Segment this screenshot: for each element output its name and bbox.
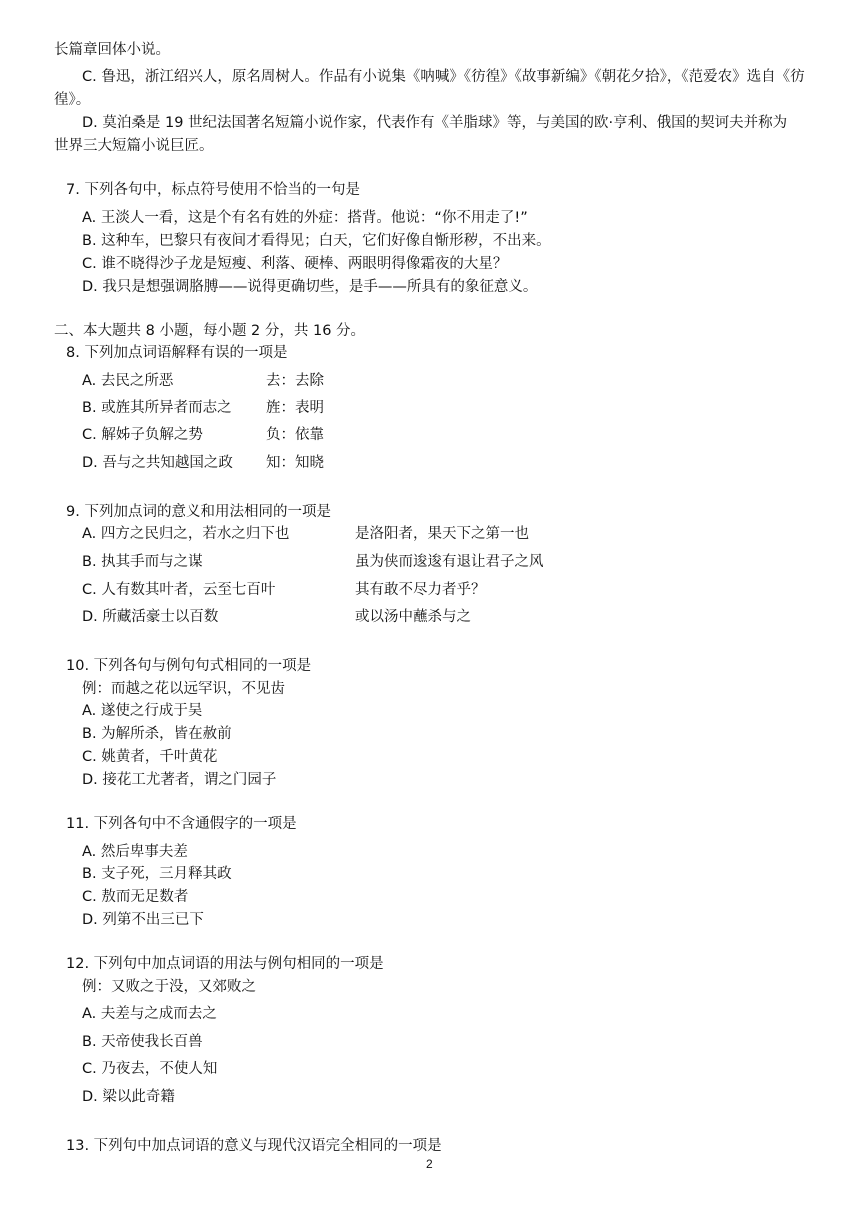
q7-stem: 7. 下列各句中，标点符号使用不恰当的一句是: [66, 182, 360, 198]
q7-option-d: D. 我只是想强调胳膊——说得更确切些，是手——所具有的象征意义。: [82, 279, 538, 295]
q11-option-c: C. 敖而无足数者: [82, 889, 189, 905]
q8-option-c-explanation: 负：依靠: [266, 427, 324, 443]
q11-stem: 11. 下列各句中不含通假字的一项是: [66, 816, 297, 832]
q9-option-d-right: 或以汤中蘸杀与之: [355, 609, 471, 625]
q6-option-c-line2: 徨》。: [54, 92, 91, 108]
q6-option-c-line1: C. 鲁迅，浙江绍兴人，原名周树人。作品有小说集《呐喊》《彷徨》《故事新编》《朝花夕拾》，《范爱农》选自《彷: [82, 69, 805, 85]
q9-option-b-left: B. 执其手而与之谋: [82, 554, 203, 570]
q10-stem: 10. 下列各句与例句句式相同的一项是: [66, 658, 312, 674]
q8-option-d-explanation: 知：知晓: [266, 455, 324, 471]
q9-option-c-right: 其有敢不尽力者乎？: [355, 582, 486, 598]
q13-stem: 13. 下列句中加点词语的意义与现代汉语完全相同的一项是: [66, 1138, 442, 1154]
q9-option-c-left: C. 人有数其叶者，云至七百叶: [82, 582, 276, 598]
q6-option-d-line1: D. 莫泊桑是 19 世纪法国著名短篇小说作家，代表作有《羊脂球》等，与美国的欧·亨利、俄国的契诃夫并称为: [82, 115, 788, 131]
q12-option-d: D. 梁以此奇籍: [82, 1089, 175, 1105]
q7-option-a: A. 王淡人一看，这是个有名有姓的外症：搭背。他说：“你不用走了!”: [82, 210, 528, 226]
q11-option-b: B. 支子死，三月释其政: [82, 866, 232, 882]
q8-option-d: D. 吾与之共知越国之政: [82, 455, 233, 471]
q8-option-a: A. 去民之所恶: [82, 373, 174, 389]
q12-stem: 12. 下列句中加点词语的用法与例句相同的一项是: [66, 956, 384, 972]
q10-example: 例：而越之花以远罕识，不见齿: [82, 681, 285, 697]
q10-option-a: A. 遂使之行成于吴: [82, 703, 203, 719]
q7-option-c: C. 谁不晓得沙子龙是短瘦、利落、硬棒、两眼明得像霜夜的大星？: [82, 256, 508, 272]
q9-option-b-right: 虽为侠而逡逡有退让君子之风: [355, 554, 544, 570]
q8-option-c: C. 解姊子负解之势: [82, 427, 203, 443]
q12-option-a: A. 夫差与之成而去之: [82, 1006, 217, 1022]
q10-option-c: C. 姚黄者，千叶黄花: [82, 749, 218, 765]
q7-option-b: B. 这种车，巴黎只有夜间才看得见；白天，它们好像自惭形秽，不出来。: [82, 233, 551, 249]
q10-option-d: D. 接花工尤著者，谓之门园子: [82, 772, 277, 788]
section-2-header: 二、本大题共 8 小题，每小题 2 分，共 16 分。: [54, 323, 366, 339]
q12-option-c: C. 乃夜去，不使人知: [82, 1061, 218, 1077]
q8-stem: 8. 下列加点词语解释有误的一项是: [66, 345, 288, 361]
q6-tail: 长篇章回体小说。: [54, 42, 170, 58]
q6-option-d-line2: 世界三大短篇小说巨匠。: [54, 138, 214, 154]
q8-option-b: B. 或旌其所异者而志之: [82, 400, 232, 416]
q8-option-b-explanation: 旌：表明: [266, 400, 324, 416]
q11-option-d: D. 列第不出三已下: [82, 912, 204, 928]
page-number: 2: [426, 1157, 433, 1171]
q9-option-a-right: 是洛阳者，果天下之第一也: [355, 526, 529, 542]
q12-option-b: B. 天帝使我长百兽: [82, 1034, 203, 1050]
q10-option-b: B. 为解所杀，皆在赦前: [82, 726, 232, 742]
q9-option-d-left: D. 所藏活豪士以百数: [82, 609, 219, 625]
q9-option-a-left: A. 四方之民归之，若水之归下也: [82, 526, 290, 542]
q8-option-a-explanation: 去：去除: [266, 373, 324, 389]
q12-example: 例：又败之于没，又郊败之: [82, 979, 256, 995]
q9-stem: 9. 下列加点词的意义和用法相同的一项是: [66, 504, 331, 520]
q11-option-a: A. 然后卑事夫差: [82, 844, 188, 860]
